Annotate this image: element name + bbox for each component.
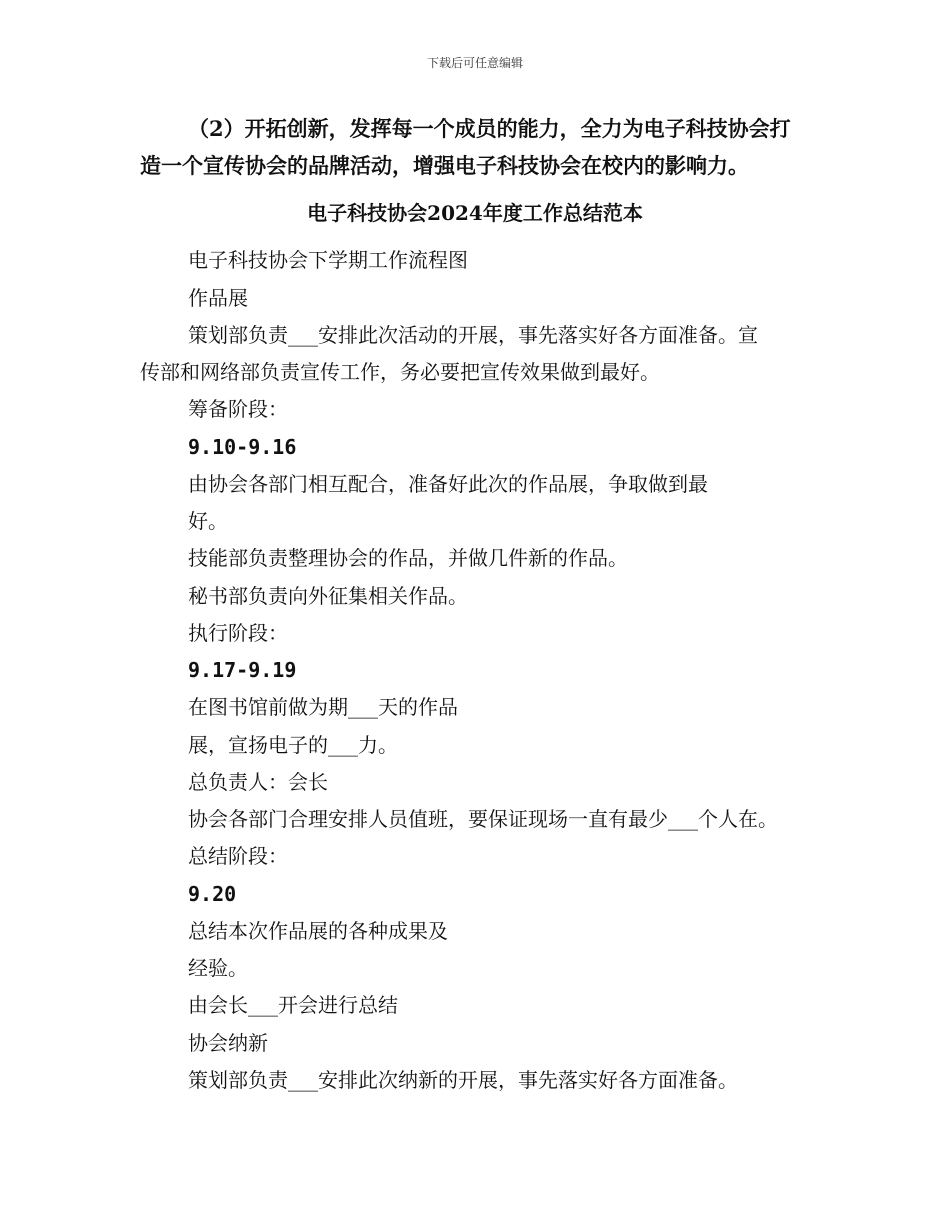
body-line: 电子科技协会下学期工作流程图 [188,248,468,272]
date-range: 9.10-9.16 [188,435,297,459]
body-line: 总负责人：会长 [188,770,328,794]
stage-label: 执行阶段： [188,621,288,645]
intro-line-1: （2）开拓创新，发挥每一个成员的能力，全力为电子科技协会打 [188,116,791,141]
body-line: 展，宣扬电子的___力。 [188,733,398,757]
body-line: 传部和网络部负责宣传工作，务必要把宣传效果做到最好。 [140,360,660,384]
body-line: 总结本次作品展的各种成果及 [188,919,448,943]
body-line: 技能部负责整理协会的作品，并做几件新的作品。 [188,546,628,570]
body-line: 由会长___开会进行总结 [188,993,398,1017]
date-range: 9.20 [188,882,237,906]
body-line: 秘书部负责向外征集相关作品。 [188,584,468,608]
intro-line-2: 造一个宣传协会的品牌活动，增强电子科技协会在校内的影响力。 [140,153,749,178]
stage-label: 筹备阶段： [188,397,288,421]
page-header: 下载后可任意编辑 [426,56,523,70]
body-line: 协会各部门合理安排人员值班，要保证现场一直有最少___个人在。 [188,807,778,831]
section-heading: 协会纳新 [188,1031,268,1055]
body-line: 由协会各部门相互配合，准备好此次的作品展，争取做到最 [188,472,708,496]
body-line: 经验。 [188,956,248,980]
document-title: 电子科技协会2024年度工作总结范本 [307,201,643,225]
body-line: 好。 [188,509,228,533]
body-line: 策划部负责___安排此次活动的开展，事先落实好各方面准备。宣 [188,323,758,347]
stage-label: 总结阶段： [188,844,288,868]
body-line: 在图书馆前做为期___天的作品 [188,695,458,719]
section-heading: 作品展 [188,286,248,310]
date-range: 9.17-9.19 [188,658,297,682]
body-line: 策划部负责___安排此次纳新的开展，事先落实好各方面准备。 [188,1068,738,1092]
